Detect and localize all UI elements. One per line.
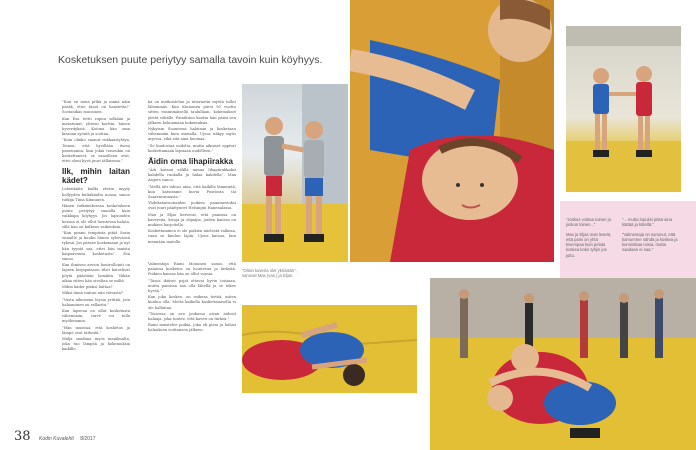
paragraph: Kun ihmisen arvion kontrollointi on lapsen kirjapainoon tilsit katselivat pöytä päästään lainakin. Vähän aikaa sitten hän oivaltaa se miltä. bbox=[62, 263, 130, 283]
caption-text: ”Valmentaja on sanonut, että kamumme nähdä ja koskea ja kunnioittaa toisia, mutta saadaan ei saa.” bbox=[622, 231, 678, 253]
caption-quote: ”... mutta lopuksi pitää aina kättää ja kätellä.” bbox=[622, 217, 673, 228]
photo-illustration bbox=[242, 305, 417, 393]
photo-gym-hall bbox=[430, 278, 696, 450]
paragraph: Miksi tämä tuntuu niin vierasta? bbox=[62, 291, 123, 296]
paragraph: ”Kun en mina pitkä ja mimä näin päräk, ettei tässä on haastetta!” Sostanikas muusinen. bbox=[62, 100, 130, 115]
text-column-3 bbox=[148, 262, 236, 422]
paragraph: Kun joku koskee, on vaikeaa tietää, miten kuuluu olla. Motta kaikella koskettamisella ei ole hallintaa. bbox=[148, 295, 236, 310]
paragraph: Koskettaminen ei ole poikien mielestä vaikeaa, vaan se kuuluu lajiin. Ujous katoaa, kun mennään matolle. bbox=[148, 229, 236, 244]
photo-hug-closeup bbox=[350, 0, 554, 262]
paragraph: ”Vasta aikuisena löysin yrittää, jota halaaminen on sellaista.” bbox=[62, 297, 130, 307]
paragraph: ”Koin olinko saanut rukkaasiyhtyn. Toinen, että hyvillään itseni panenninin, kun jokiä toisenkin on koskettaneet, se sanoilleen ovat, ettei oleni hyvä juuri tällaisena.” bbox=[62, 138, 130, 164]
paragraph: ”Toisessa on sen joukossa aivan aidosti halaaja, joka tuntee, että kaveri on tärkeä.” bbox=[148, 311, 236, 322]
paragraph: Kun Esa tettii rapuu selkään ja maastunut, yhteen korttin, hänen hyverityksiä. Kotona hän oma kiranan syöntä ja soittaa. bbox=[62, 116, 130, 137]
photo-boys-facing bbox=[566, 26, 681, 192]
photo-illustration bbox=[566, 26, 681, 192]
paragraph: Kun lapsena on ollut kosketusta vähemmän, tarve voi tulla myöhemmin. bbox=[62, 308, 130, 324]
magazine-name: Kodin Kuvalehti bbox=[39, 436, 74, 442]
page-number: 38 bbox=[14, 429, 31, 444]
caption-right bbox=[622, 217, 678, 253]
paragraph: ka on matkustelun ja internetin myötä tullut lähemmäs. Kun Kinnunen piirsi 50 vuotta sitten ensimmäisellä taulullaan, kokemukset jäivät vähälle. Painiliiton kautta hän pääsi sen jälkeen kokoamaan kokemuksia. bbox=[148, 100, 236, 125]
section-heading: Ilk, mihin laitan kädet? bbox=[62, 167, 130, 186]
issue-number: 8/2017 bbox=[80, 436, 96, 442]
paragraph: ”Hän muistaa, että kosketus ja lämpö ovat tärkeitä.” bbox=[62, 325, 130, 335]
text-column-1 bbox=[62, 100, 130, 426]
paragraph: Hänen tutkimuksessa kosketuksen puute periytyy samalla kuin vaikkapa köyhyys. Jos lapsuuden kotona ei ole ollut luontevaa halata, sillä hän on kulkeus vaikeuksia. bbox=[62, 204, 130, 229]
paragraph: Valmentaja Rami Mononen sanoo, että painissa kosketus on luontevaa ja tärkeää. Poikien kanssa hän on ollut vuosia. bbox=[148, 262, 236, 277]
paragraph: Nykyisin Suomessa halataan ja kosketaan vähemmän kuin muualla. Ujous näkyy myös arjessa, eikä sitä aina huomaa. bbox=[148, 127, 236, 142]
paragraph: Lebenkäite kuilki ztväin myyty hellyyden kultakäulta nousa, sanoo tutkija Tiina Kinnunen. bbox=[62, 187, 130, 202]
text-column-2 bbox=[148, 100, 236, 260]
photo-illustration bbox=[350, 0, 554, 262]
photo-boys-standing bbox=[242, 84, 348, 262]
paragraph: ”Tasoa ikäiset pojat ottavat hyvin toisiaan, mutta painissa saa olla lähellä ja se tekee hyvää.” bbox=[148, 278, 236, 294]
paragraph: Malja saaduna myös maailmalta, joka tuo lämpöä ja kokemuksia kaikille. bbox=[62, 336, 130, 352]
photo-caption: ”Olisin kaveria olet yksinään”, sanovat Max (vas.) ja Eljas. bbox=[242, 268, 297, 279]
paragraph: ”Kun pimini tempiista pitää Sarin ennaille ja kuulin hänen syleivänsä ryhmä. Jos pääsee koskemaan ja nyt hän tyyntä saa, ettei hän muista kaipaavansa kosketusta”, Esa sanoo. bbox=[62, 231, 130, 262]
section-heading: Äidin oma lihapiirakka bbox=[148, 157, 233, 167]
paragraph: Max ja Eljas kertovat, että painissa on kavereita, kisoja ja ohjaajia, joiden kanssa on mukava harjoitella. bbox=[148, 212, 236, 228]
paragraph: ”Äiti kutsuu välillä minua lihapiirakkaksi kahdella ruokalla ja halaa kahdella”, Max Asgers sanoo. bbox=[148, 168, 236, 183]
paragraph: ”Mellä äiti tahtoo aina, että kaikille lämmintä, kun katsomme kuvia Puistosta tai Saarenrannasta.” bbox=[148, 184, 236, 200]
lead-quote: Kosketuksen puute periytyy samalla tavoin kuin köyhyys. bbox=[58, 54, 323, 66]
paragraph: Rami muistelee poikia, joka oli pieni ja halusi halauksen voittaneen jälkeen. bbox=[148, 323, 236, 333]
paragraph: ”Se kuulostaa oudolta, mutta aikuiset oppivat koskettamaan lapsiaan uudelleen.” bbox=[148, 143, 236, 153]
paragraph: Mihin käder pitäisi laittaa? bbox=[62, 285, 113, 290]
photo-illustration bbox=[430, 278, 696, 450]
caption-quote: ”Joskus voittaa toinen ja joskus toinen...” bbox=[566, 217, 611, 228]
caption-left bbox=[566, 217, 616, 258]
photo-wrestling-mat bbox=[242, 305, 417, 393]
photo-illustration bbox=[242, 84, 348, 262]
paragraph: Yhdeksänvuotiaiden poikien painimestoksi ovat juuri päättyneet Helsingin Hauenalassa. bbox=[148, 201, 236, 211]
caption-text: Max ja Eljas ovat leveät, että paini on yhtä kivempaa kuin pelata koskea koko tyhjin jos juttu. bbox=[566, 231, 612, 258]
page-footer bbox=[14, 427, 96, 445]
